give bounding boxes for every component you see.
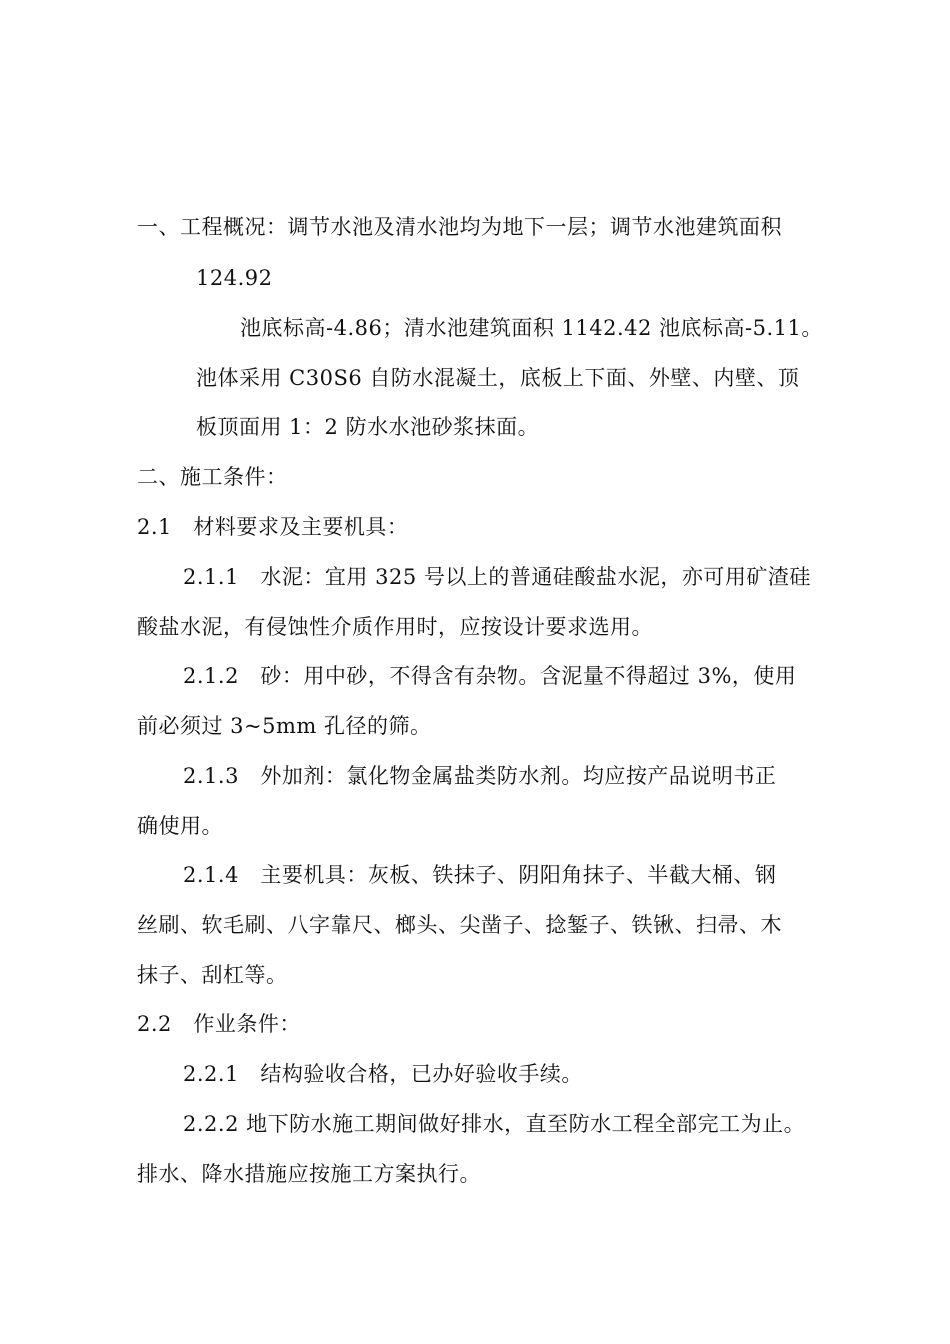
item-2-1-2-cont: 前必须过 3~5mm 孔径的筛。 [137,714,432,738]
item-2-2-2-cont: 排水、降水措施应按施工方案执行。 [137,1162,481,1186]
section-2-heading: 二、施工条件： [137,465,288,489]
item-2-1-1: 2.1.1 水泥：宜用 325 号以上的普通硅酸盐水泥，亦可用矿渣硅 [183,565,811,589]
item-2-1-4-cont: 丝刷、软毛刷、八字靠尺、榔头、尖凿子、捻錾子、铁锹、扫帚、木 [137,913,782,937]
item-2-1-4: 2.1.4 主要机具：灰板、铁抹子、阴阳角抹子、半截大桶、钢 [183,863,777,887]
overview-line: 板顶面用 1：2 防水水池砂浆抹面。 [196,415,540,439]
item-2-1-3-cont: 确使用。 [137,814,223,838]
item-2-1-1-cont: 酸盐水泥，有侵蚀性介质作用时，应按设计要求选用。 [137,615,653,639]
subsection-2-1-heading: 2.1 材料要求及主要机具： [137,515,409,539]
overview-line: 池底标高-4.86；清水池建筑面积 1142.42 池底标高-5.11。 [240,316,823,340]
item-2-2-1: 2.2.1 结构验收合格，已办好验收手续。 [183,1062,583,1086]
item-2-2-2: 2.2.2 地下防水施工期间做好排水，直至防水工程全部完工为止。 [183,1112,806,1136]
subsection-2-2-heading: 2.2 作业条件： [137,1012,301,1036]
section-1-heading: 一、工程概况：调节水池及清水池均为地下一层；调节水池建筑面积 [137,215,782,239]
item-2-1-3: 2.1.3 外加剂：氯化物金属盐类防水剂。均应按产品说明书正 [183,764,777,788]
area-value: 124.92 [196,266,273,290]
overview-line: 池体采用 C30S6 自防水混凝土，底板上下面、外壁、内壁、顶 [196,366,800,390]
item-2-1-4-cont: 抹子、刮杠等。 [137,963,288,987]
item-2-1-2: 2.1.2 砂：用中砂，不得含有杂物。含泥量不得超过 3%，使用 [183,664,797,688]
